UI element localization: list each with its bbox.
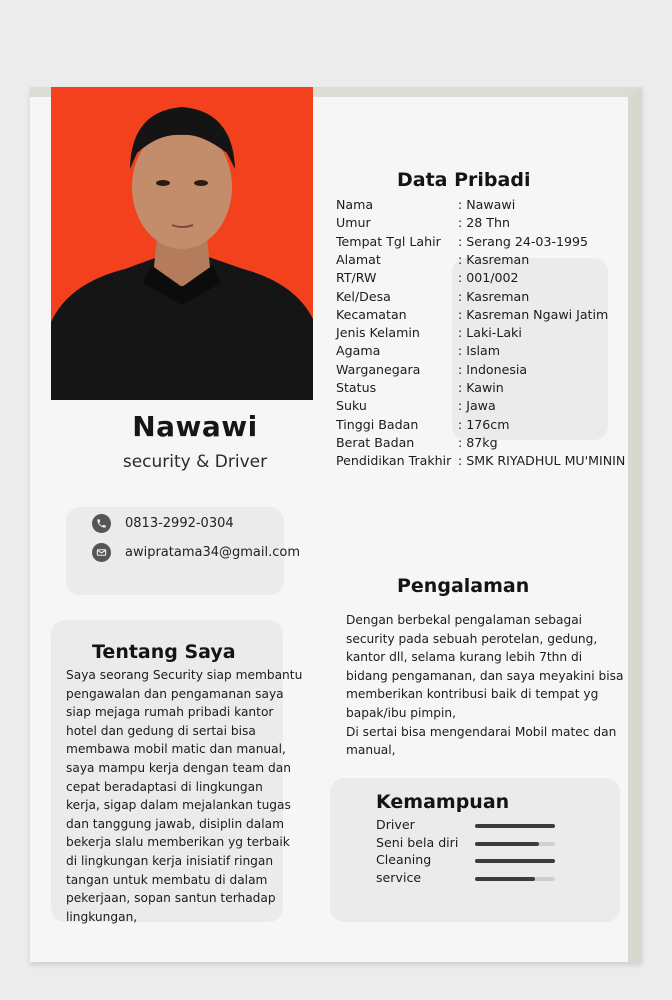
- personal-data-label: Warganegara: [336, 361, 421, 377]
- text-line: pekerjaan, sopan santun terhadap: [66, 891, 276, 906]
- personal-data-label: Status: [336, 380, 377, 395]
- text-line: Saya seorang Security siap membantu: [66, 668, 303, 682]
- text-line: hotel dan gedung di sertai bisa: [66, 723, 256, 738]
- text-line: membawa mobil matic dan manual,: [66, 742, 286, 757]
- person-role: security & Driver: [122, 452, 268, 472]
- personal-data-row: [336, 342, 500, 360]
- personal-data-value: : 28 Thn: [458, 215, 510, 231]
- skill-bar: [475, 859, 555, 863]
- personal-data-value: : Jawa: [458, 398, 496, 414]
- personal-data-value: : 176cm: [458, 416, 510, 432]
- personal-data-value: : Laki-Laki: [458, 325, 522, 341]
- text-line: Dengan berbekal pengalaman sebagai: [346, 613, 583, 627]
- text-line: lingkungan,: [66, 909, 138, 924]
- personal-data-value: : Indonesia: [458, 361, 528, 377]
- personal-data-label: Nama: [336, 197, 374, 212]
- personal-data-value: : Kasreman: [458, 251, 530, 267]
- personal-data-label: RT/RW: [336, 270, 377, 286]
- personal-data-label: Suku: [336, 398, 367, 414]
- personal-data-row: [336, 361, 527, 379]
- personal-data-row: [336, 452, 625, 470]
- personal-data-value: : Serang 24-03-1995: [458, 233, 589, 249]
- personal-data-label: Tinggi Badan: [336, 416, 419, 432]
- personal-data-value: : Kasreman Ngawi Jatim: [458, 306, 609, 322]
- personal-data-row: [336, 269, 519, 287]
- skill-label: Cleaning: [376, 852, 432, 867]
- personal-data-label: Kel/Desa: [336, 288, 391, 304]
- contact-phone: [92, 514, 234, 533]
- text-line: dan tanggung jawab, disiplin dalam: [66, 816, 284, 831]
- personal-data-row: [336, 397, 496, 415]
- personal-data-row: [336, 251, 529, 269]
- text-line: memberikan kontribusi baik di tempat yg: [346, 687, 599, 702]
- personal-data-row: [336, 416, 509, 434]
- personal-data-value: : Nawawi: [458, 197, 516, 212]
- text-line: bapak/ibu pimpin,: [346, 705, 457, 720]
- personal-data-title: Data Pribadi: [397, 169, 531, 191]
- skills-title: Kemampuan: [376, 791, 510, 813]
- skill-bar: [475, 824, 555, 828]
- text-line: Di sertai bisa mengendarai Mobil matec dan: [346, 724, 617, 739]
- personal-data-value: : Islam: [458, 343, 501, 359]
- personal-data-label: Agama: [336, 343, 381, 359]
- personal-data-value: : SMK RIYADHUL MU'MININ: [458, 453, 626, 469]
- personal-data-label: Kecamatan: [336, 306, 407, 322]
- text-line: bidang pengamanan, dan saya meyakini bisa: [346, 668, 624, 683]
- personal-data-row: [336, 434, 498, 452]
- experience-text: [346, 611, 623, 760]
- skill-label: Seni bela diri: [376, 834, 459, 850]
- text-line: tangan untuk membatu di dalam: [66, 872, 268, 887]
- personal-data-row: [336, 324, 522, 342]
- text-line: pengawalan dan pengamanan saya: [66, 686, 284, 701]
- personal-data-row: [336, 214, 510, 232]
- personal-data-row: [336, 379, 504, 397]
- about-title: Tentang Saya: [92, 641, 236, 663]
- email-address[interactable]: awipratama34@gmail.com: [125, 545, 301, 560]
- contact-email: [92, 543, 300, 562]
- personal-data-value: : 001/002: [458, 270, 519, 286]
- text-line: manual,: [346, 743, 396, 758]
- personal-data-row: [336, 288, 529, 306]
- text-line: kantor dll, selama kurang lebih 7thn di: [346, 650, 583, 665]
- skill-bar-fill: [475, 859, 555, 863]
- personal-data-row: [336, 196, 515, 214]
- text-line: saya mampu kerja dengan team dan: [66, 760, 291, 775]
- email-icon: [92, 543, 111, 562]
- text-line: security pada sebuah perotelan, gedung,: [346, 631, 598, 646]
- skill-bar: [475, 877, 555, 881]
- personal-data-label: Jenis Kelamin: [336, 325, 420, 341]
- personal-data-value: : 87kg: [458, 434, 498, 450]
- text-line: di lingkungan kerja inisiatif ringan: [66, 853, 274, 868]
- personal-data-label: Tempat Tgl Lahir: [336, 233, 441, 249]
- personal-data-label: Berat Badan: [336, 434, 415, 450]
- personal-data-row: [336, 233, 588, 251]
- skill-label: service: [376, 869, 422, 885]
- text-line: cepat beradaptasi di lingkungan: [66, 779, 263, 794]
- skill-label: Driver: [376, 817, 415, 832]
- person-name: Nawawi: [132, 410, 258, 443]
- profile-photo: [51, 87, 313, 400]
- personal-data-label: Pendidikan Trakhir: [336, 453, 452, 469]
- text-line: kerja, sigap dalam mejalankan tugas: [66, 798, 291, 813]
- skill-bar-fill: [475, 842, 539, 846]
- personal-data-label: Umur: [336, 215, 371, 231]
- personal-data-value: : Kasreman: [458, 288, 530, 304]
- experience-title: Pengalaman: [397, 575, 530, 597]
- personal-data-row: [336, 306, 608, 324]
- about-text: [66, 666, 302, 926]
- text-line: bekerja slalu memberikan yg terbaik: [66, 835, 290, 850]
- personal-data-value: : Kawin: [458, 380, 504, 395]
- skill-bar-fill: [475, 877, 535, 881]
- personal-data-label: Alamat: [336, 251, 381, 267]
- phone-number[interactable]: 0813-2992-0304: [125, 516, 234, 531]
- phone-icon: [92, 514, 111, 533]
- skill-bar-fill: [475, 824, 555, 828]
- skill-bar: [475, 842, 555, 846]
- text-line: siap mejaga rumah pribadi kantor: [66, 705, 274, 720]
